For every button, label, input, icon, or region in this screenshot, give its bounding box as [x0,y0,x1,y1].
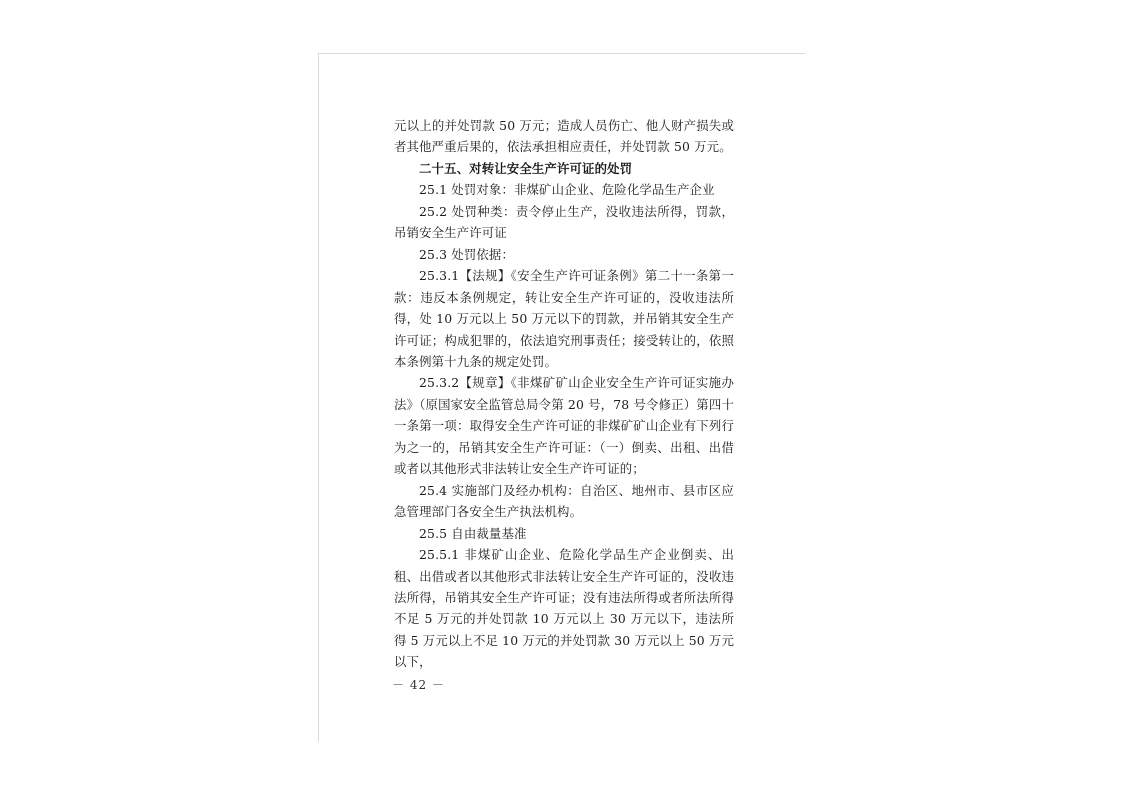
page-body [394,115,734,673]
section-heading: 二十五、对转让安全生产许可证的处罚 [419,160,633,176]
page-number: － 42 － [392,678,445,692]
paragraph-rule: 25.3.2【规章】《非煤矿矿山企业安全生产许可证实施办法》（原国家安全监管总局令第 20 号，78 号令修正）第四十一条第一项：取得安全生产许可证的非煤矿矿山企业有下列行为之一的，吊销其安全生产许可证：（一）倒卖、出租、出借或者以其他形式非法转让安全生产许可证的； [394,375,734,477]
paragraph-discretion-standard: 25.5 自由裁量基准 [419,525,527,541]
paragraph-penalty-object: 25.1 处罚对象：非煤矿山企业、危险化学品生产企业 [419,182,715,198]
paragraph-regulation: 25.3.1【法规】《安全生产许可证条例》第二十一条第一款：违反本条例规定，转让安全生产许可证的，没收违法所得，处 10 万元以上 50 万元以下的罚款，并吊销其安全生产许可证；构成犯罪的，依法追究刑事责任；接受转让的，依照本条例第十九条的规定处罚。 [394,268,734,369]
paragraph-penalty-types: 25.2 处罚种类：责令停止生产，没收违法所得，罚款，吊销安全生产许可证 [394,203,734,241]
paragraph-implementing-department: 25.4 实施部门及经办机构：自治区、地州市、县市区应急管理部门各安全生产执法机构。 [394,482,734,520]
paragraph-continuation: 元以上的并处罚款 50 万元；造成人员伤亡、他人财产损失或者其他严重后果的，依法承担相应责任，并处罚款 50 万元。 [394,118,734,155]
paragraph-penalty-basis: 25.3 处罚依据： [419,246,514,262]
document-page [318,53,805,742]
paragraph-discretion-detail: 25.5.1 非煤矿山企业、危险化学品生产企业倒卖、出租、出借或者以其他形式非法转让安全生产许可证的，没收违法所得，吊销其安全生产许可证；没有违法所得或者所法所得不足 5 万元的并处罚款 10 万元以上 30 万元以下，违法所得 5 万元以上不足 10 万元的并处罚款 30 万元以上 50 万元以下， [394,547,734,670]
